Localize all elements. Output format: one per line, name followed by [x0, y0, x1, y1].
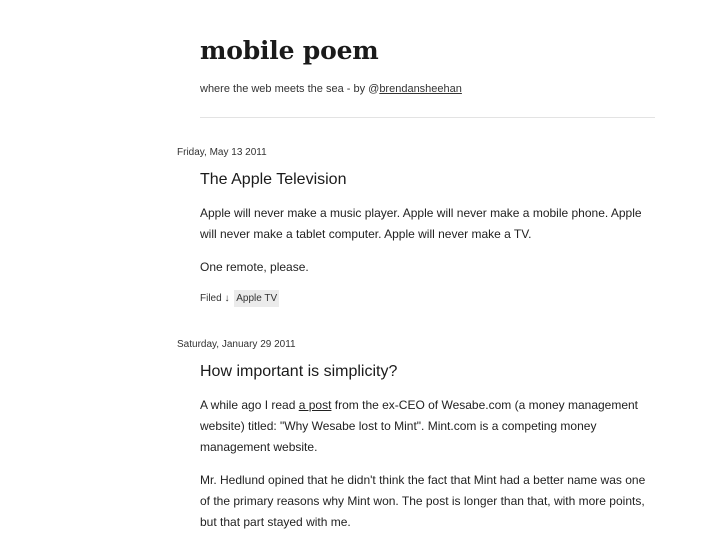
filed-under — [200, 290, 279, 307]
post-paragraph: Mr. Hedlund opined that he didn't think the fact that Mint had a better name was one of the primary reasons why Mint won. The post is longer than that, with more points, but that part stayed with me. — [200, 473, 646, 529]
post-date: Friday, May 13 2011 — [177, 147, 267, 158]
post-paragraph — [200, 395, 650, 458]
post-paragraph: Apple will never make a music player. Apple will never make a mobile phone. Apple will never make a tablet computer. Apple will never make a TV. — [200, 206, 642, 241]
site-tagline — [200, 83, 462, 95]
filed-label: Filed ↓ — [200, 293, 230, 304]
post-body — [200, 395, 650, 545]
site-title[interactable]: mobile poem — [200, 36, 379, 65]
tagline-text: where the web meets the sea - by @ — [200, 83, 380, 95]
a-post-link[interactable]: a post — [298, 398, 332, 412]
tag-apple-tv[interactable]: Apple TV — [234, 290, 279, 307]
paragraph-text: from the ex-CEO of Wesabe.com (a money management website) titled: "Why Wesabe lost to Mint". Mint.com is a competing money management website. — [200, 398, 639, 454]
post-date: Saturday, January 29 2011 — [177, 339, 296, 350]
header-divider — [200, 117, 655, 118]
paragraph-text: A while ago I read — [200, 398, 299, 412]
post-body — [200, 203, 650, 290]
twitter-handle-link[interactable]: brendansheehan — [379, 83, 462, 95]
post-title-apple-television[interactable]: The Apple Television — [200, 171, 347, 188]
post-title-simplicity[interactable]: How important is simplicity? — [200, 363, 398, 380]
post-paragraph: One remote, please. — [200, 260, 309, 274]
